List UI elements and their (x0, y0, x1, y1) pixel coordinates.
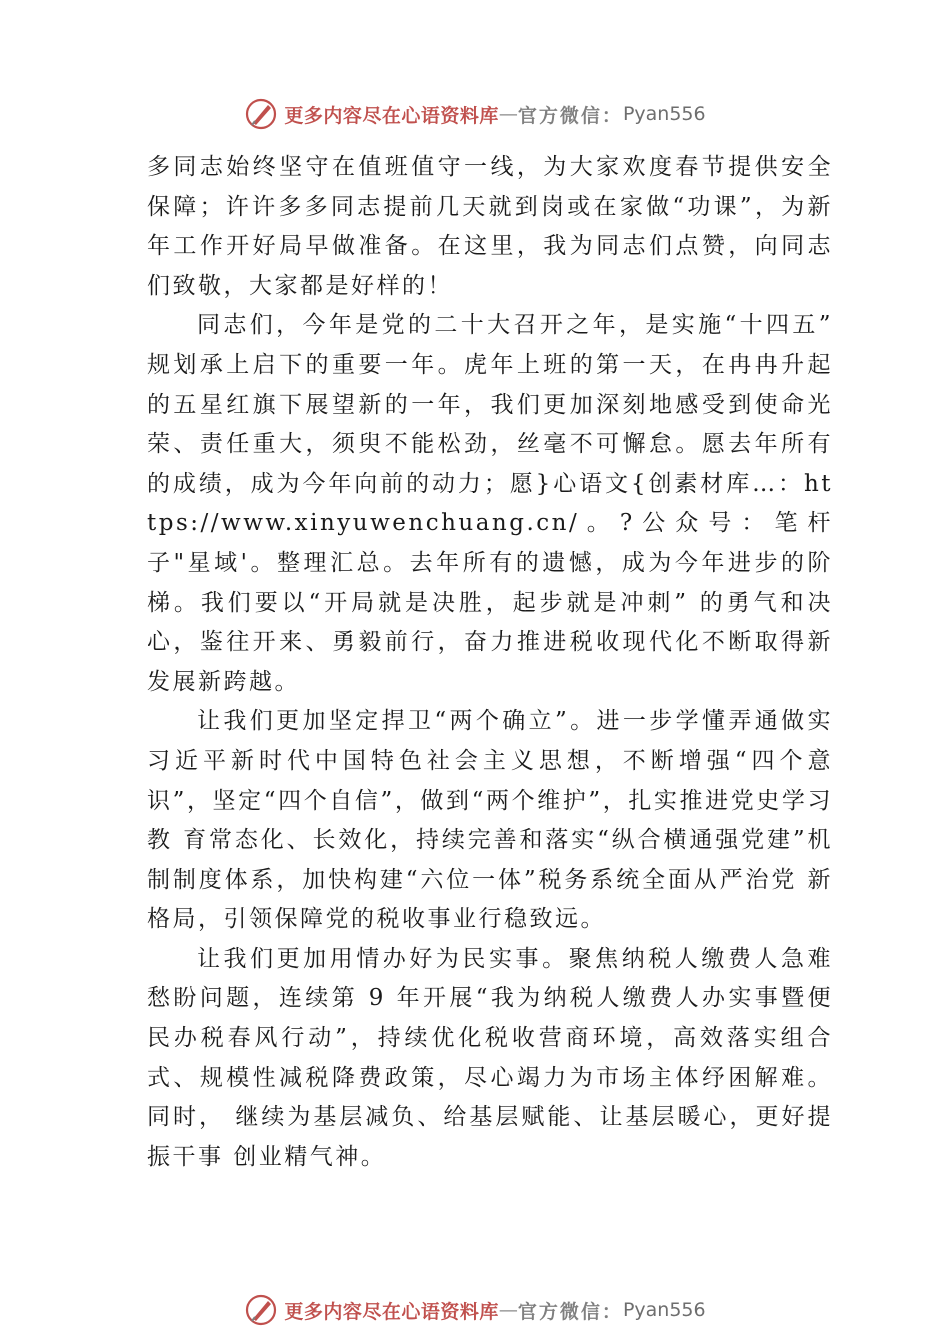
document-body (147, 148, 833, 1177)
paragraph-2: 同志们，今年是党的二十大召开之年，是实施“十四五” 规划承上启下的重要一年。虎年上班的第一天，在冉冉升起的五星红旗下展望新的一年，我们更加深刻地感受到使命光荣、责任重大，须臾不能松劲，丝毫不可懈怠。愿去年所有的成绩，成为今年向前的动力；愿}心语文{创素材库…：https://www.xinyuwenchuang.cn/。?公众号：笔杆子"星域'。整理汇总。去年所有的遗憾，成为今年进步的阶梯。我们要以“开局就是决胜，起步就是冲刺” 的勇气和决心，鉴往开来、勇毅前行，奋力推进税收现代化不断取得新发展新跨越。 (147, 312, 833, 695)
quill-logo-icon (244, 1293, 278, 1327)
quill-logo-icon (244, 97, 278, 131)
watermark-header (0, 94, 950, 134)
watermark-wechat-label: 官方微信： (517, 1300, 623, 1323)
watermark-wechat-label: 官方微信： (517, 104, 623, 127)
paragraph-3: 让我们更加坚定捍卫“两个确立”。进一步学懂弄通做实习近平新时代中国特色社会主义思想，不断增强“四个意识”，坚定“四个自信”，做到“两个维护”，扎实推进党史学习教 育常态化、长效化，持续完善和落实“纵合横通强党建”机 制制度体系，加快构建“六位一体”税务系统全面从严治党 新格局，引领保障党的税收事业行稳致远。 (147, 708, 833, 933)
watermark-footer (0, 1290, 950, 1330)
watermark-lead-text: 更多内容尽在心语资料库 (284, 104, 499, 127)
paragraph-4: 让我们更加用情办好为民实事。聚焦纳税人缴费人急难愁盼问题，连续第 9 年开展“我为纳税人缴费人办实事暨便民办税春风行动”，持续优化税收营商环境，高效落实组合式、规模性减税降费政策，尽心竭力为市场主体纾困解难。同时， 继续为基层减负、给基层赋能、让基层暖心，更好提振干事 创业精气神。 (147, 945, 833, 1170)
watermark-wechat-id: Pyan556 (622, 103, 706, 125)
watermark-wechat-id: Pyan556 (622, 1299, 706, 1321)
watermark-separator: — (498, 1299, 518, 1321)
paragraph-1: 多同志始终坚守在值班值守一线，为大家欢度春节提供安全保障；许许多多同志提前几天就到岗或在家做“功课”，为新年工作开好局早做准备。在这里，我为同志们点赞，向同志们致敬，大家都是好样的！ (147, 154, 833, 299)
watermark-lead-text: 更多内容尽在心语资料库 (284, 1300, 499, 1323)
watermark-separator: — (498, 103, 518, 125)
